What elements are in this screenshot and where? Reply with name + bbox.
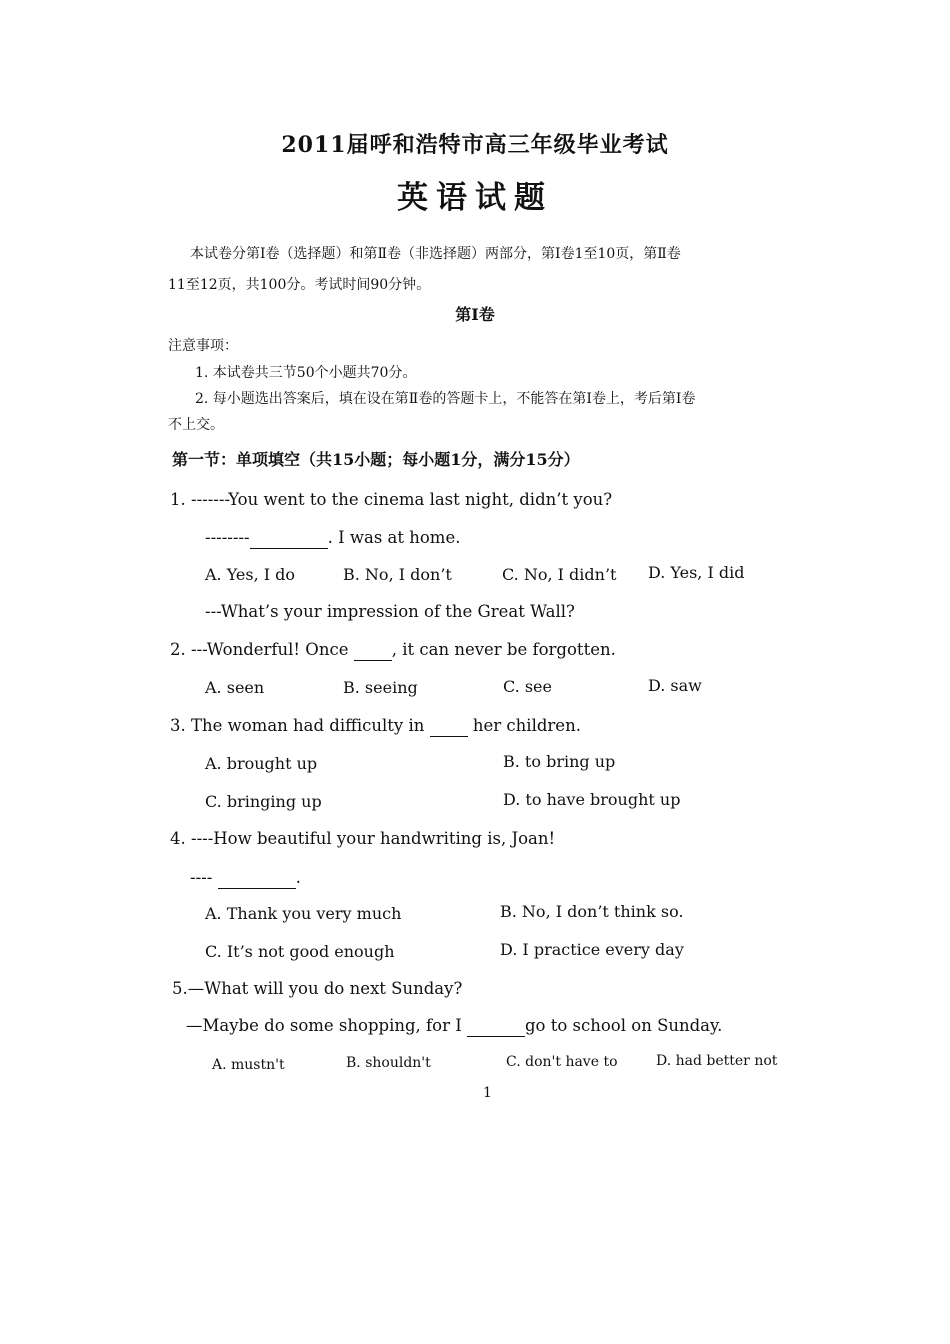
- answer-blank: [218, 868, 296, 889]
- intro-line-1: 本试卷分第Ⅰ卷（选择题）和第Ⅱ卷（非选择题）两部分，第Ⅰ卷1至10页，第Ⅱ卷: [190, 246, 681, 262]
- question-3-stem: [170, 716, 581, 737]
- answer-blank: [467, 1016, 525, 1037]
- question-1-stem: 1. -------You went to the cinema last night, didn’t you?: [170, 490, 613, 509]
- stem-prefix: 3. The woman had difficulty in: [170, 716, 425, 735]
- reply-suffix: .: [295, 868, 301, 887]
- section-heading: 第一节：单项填空（共15小题；每小题1分，满分15分）: [172, 450, 580, 469]
- question-4-option-c: C. It’s not good enough: [205, 942, 395, 961]
- question-1-reply: [205, 528, 460, 549]
- question-5-option-c: C. don't have to: [506, 1054, 618, 1070]
- question-4-stem: 4. ----How beautiful your handwriting is, Joan!: [170, 829, 556, 848]
- notice-item-2-cont: 不上交。: [168, 417, 224, 433]
- answer-blank: [354, 640, 392, 661]
- part-title: 第Ⅰ卷: [455, 305, 495, 324]
- question-5-reply: [186, 1016, 722, 1037]
- question-5-option-a: A. mustn't: [212, 1057, 285, 1073]
- subject-title: 英语试题: [397, 180, 553, 216]
- question-4-option-a: A. Thank you very much: [205, 904, 402, 923]
- stem-prefix: 2. ---Wonderful! Once: [170, 640, 349, 659]
- reply-prefix: --------: [205, 528, 250, 547]
- question-4-option-d: D. I practice every day: [500, 940, 684, 959]
- stem-suffix: her children.: [472, 716, 581, 735]
- question-5-option-d: D. had better not: [656, 1053, 778, 1069]
- question-2-context: ---What’s your impression of the Great Wall?: [205, 602, 575, 621]
- reply-suffix: . I was at home.: [327, 528, 461, 547]
- reply-prefix: ----: [190, 868, 213, 887]
- question-3-option-a: A. brought up: [205, 754, 318, 773]
- question-4-option-b: B. No, I don’t think so.: [500, 902, 684, 921]
- question-2-option-b: B. seeing: [343, 678, 418, 697]
- question-4-reply: [190, 868, 301, 889]
- question-5-option-b: B. shouldn't: [346, 1055, 431, 1071]
- reply-suffix: go to school on Sunday.: [524, 1016, 723, 1035]
- question-5-stem: 5.—What will you do next Sunday?: [172, 979, 463, 998]
- intro-line-2: 11至12页，共100分。考试时间90分钟。: [168, 277, 431, 293]
- exam-title: 2011届呼和浩特市高三年级毕业考试: [281, 132, 669, 158]
- question-3-option-d: D. to have brought up: [503, 790, 681, 809]
- question-2-option-c: C. see: [503, 677, 552, 696]
- question-1-option-d: D. Yes, I did: [648, 563, 745, 582]
- answer-blank: [250, 528, 328, 549]
- page-number: 1: [483, 1085, 492, 1101]
- reply-prefix: —Maybe do some shopping, for I: [186, 1016, 462, 1035]
- question-1-option-c: C. No, I didn’t: [502, 565, 617, 584]
- question-2-option-a: A. seen: [205, 678, 265, 697]
- question-3-option-b: B. to bring up: [503, 752, 616, 771]
- question-2-stem: [170, 640, 616, 661]
- answer-blank: [430, 716, 468, 737]
- notice-heading: 注意事项：: [168, 338, 238, 354]
- notice-item-1: 1. 本试卷共三节50个小题共70分。: [195, 365, 417, 381]
- question-1-option-b: B. No, I don’t: [343, 565, 452, 584]
- question-2-option-d: D. saw: [648, 676, 702, 695]
- question-3-option-c: C. bringing up: [205, 792, 322, 811]
- stem-suffix: , it can never be forgotten.: [391, 640, 616, 659]
- notice-item-2: 2. 每小题选出答案后，填在设在第Ⅱ卷的答题卡上，不能答在第Ⅰ卷上，考后第Ⅰ卷: [195, 391, 696, 407]
- question-1-option-a: A. Yes, I do: [205, 565, 296, 584]
